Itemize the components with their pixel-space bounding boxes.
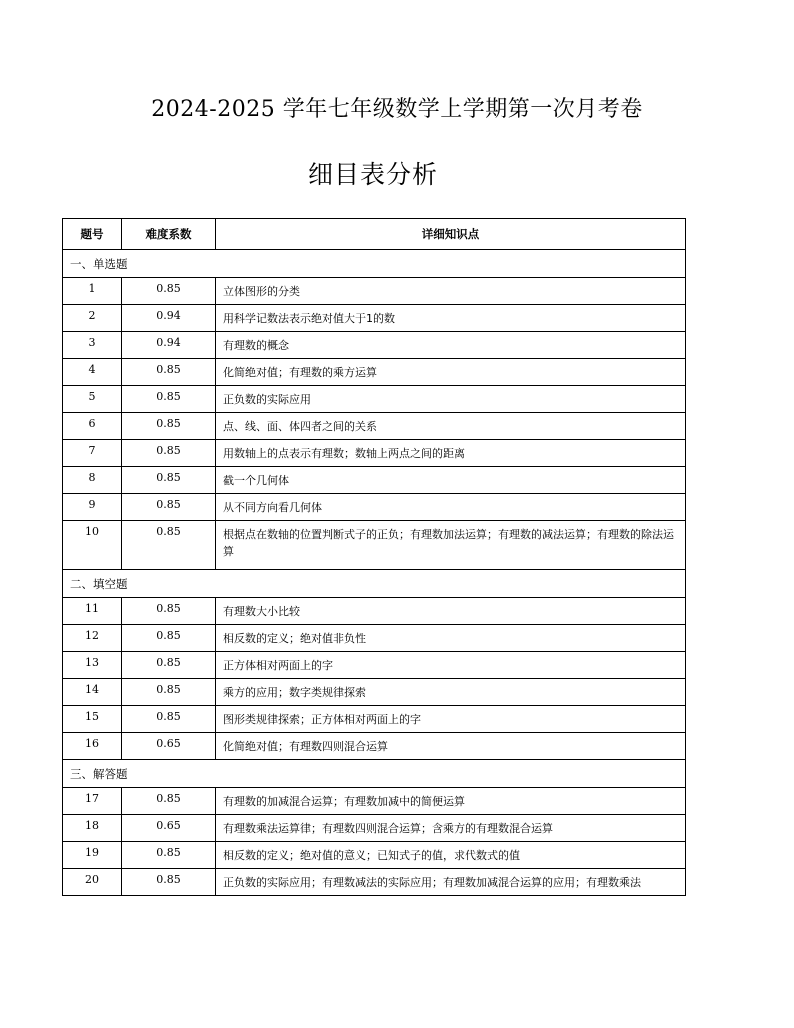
- header-difficulty: 难度系数: [122, 219, 216, 250]
- difficulty-value: 0.85: [122, 652, 216, 679]
- question-number: 17: [63, 788, 122, 815]
- question-number: 20: [63, 869, 122, 896]
- table-row: [63, 440, 686, 467]
- knowledge-points: 乘方的应用；数字类规律探索: [216, 679, 686, 706]
- header-question-no: 题号: [63, 219, 122, 250]
- question-number: 10: [63, 521, 122, 570]
- question-number: 2: [63, 305, 122, 332]
- table-row: [63, 278, 686, 305]
- table-row: [63, 733, 686, 760]
- difficulty-value: 0.85: [122, 359, 216, 386]
- table-row: [63, 305, 686, 332]
- section-row: [63, 570, 686, 598]
- knowledge-points: 化简绝对值；有理数四则混合运算: [216, 733, 686, 760]
- section-title: 二、填空题: [63, 570, 686, 598]
- question-number: 12: [63, 625, 122, 652]
- question-number: 9: [63, 494, 122, 521]
- question-number: 16: [63, 733, 122, 760]
- table-body: [63, 250, 686, 896]
- table-row: [63, 332, 686, 359]
- knowledge-points: 有理数大小比较: [216, 598, 686, 625]
- table-row: [63, 869, 686, 896]
- knowledge-points: 有理数的概念: [216, 332, 686, 359]
- knowledge-points: 用科学记数法表示绝对值大于1的数: [216, 305, 686, 332]
- table-row: [63, 521, 686, 570]
- knowledge-points: 立体图形的分类: [216, 278, 686, 305]
- difficulty-value: 0.85: [122, 679, 216, 706]
- table-row: [63, 706, 686, 733]
- table-header-row: [63, 219, 686, 250]
- table-row: [63, 842, 686, 869]
- question-number: 7: [63, 440, 122, 467]
- question-number: 13: [63, 652, 122, 679]
- knowledge-points: 正方体相对两面上的字: [216, 652, 686, 679]
- question-number: 19: [63, 842, 122, 869]
- analysis-table: [62, 218, 686, 896]
- knowledge-points: 用数轴上的点表示有理数；数轴上两点之间的距离: [216, 440, 686, 467]
- difficulty-value: 0.85: [122, 706, 216, 733]
- question-number: 8: [63, 467, 122, 494]
- knowledge-points: 根据点在数轴的位置判断式子的正负；有理数加法运算；有理数的减法运算；有理数的除法运算: [216, 521, 686, 570]
- difficulty-value: 0.85: [122, 386, 216, 413]
- knowledge-points: 正负数的实际应用；有理数减法的实际应用；有理数加减混合运算的应用；有理数乘法: [216, 869, 686, 896]
- difficulty-value: 0.85: [122, 440, 216, 467]
- knowledge-points: 正负数的实际应用: [216, 386, 686, 413]
- difficulty-value: 0.65: [122, 733, 216, 760]
- section-title: 一、单选题: [63, 250, 686, 278]
- difficulty-value: 0.85: [122, 788, 216, 815]
- difficulty-value: 0.94: [122, 332, 216, 359]
- knowledge-points: 相反数的定义；绝对值的意义；已知式子的值，求代数式的值: [216, 842, 686, 869]
- section-row: [63, 250, 686, 278]
- knowledge-points: 有理数的加减混合运算；有理数加减中的简便运算: [216, 788, 686, 815]
- section-title: 三、解答题: [63, 760, 686, 788]
- knowledge-points: 图形类规律探索；正方体相对两面上的字: [216, 706, 686, 733]
- question-number: 15: [63, 706, 122, 733]
- table-row: [63, 386, 686, 413]
- header-knowledge-points: 详细知识点: [216, 219, 686, 250]
- knowledge-points: 截一个几何体: [216, 467, 686, 494]
- difficulty-value: 0.85: [122, 278, 216, 305]
- question-number: 18: [63, 815, 122, 842]
- question-number: 1: [63, 278, 122, 305]
- table-row: [63, 467, 686, 494]
- analysis-table-container: [62, 218, 685, 896]
- difficulty-value: 0.85: [122, 467, 216, 494]
- question-number: 6: [63, 413, 122, 440]
- question-number: 4: [63, 359, 122, 386]
- table-row: [63, 788, 686, 815]
- difficulty-value: 0.85: [122, 842, 216, 869]
- table-row: [63, 413, 686, 440]
- knowledge-points: 相反数的定义；绝对值非负性: [216, 625, 686, 652]
- difficulty-value: 0.94: [122, 305, 216, 332]
- table-row: [63, 652, 686, 679]
- table-row: [63, 625, 686, 652]
- section-row: [63, 760, 686, 788]
- document-title: 2024-2025 学年七年级数学上学期第一次月考卷: [151, 97, 643, 122]
- difficulty-value: 0.85: [122, 494, 216, 521]
- question-number: 11: [63, 598, 122, 625]
- table-row: [63, 359, 686, 386]
- document-subtitle: 细目表分析: [307, 160, 438, 189]
- question-number: 14: [63, 679, 122, 706]
- difficulty-value: 0.85: [122, 625, 216, 652]
- knowledge-points: 从不同方向看几何体: [216, 494, 686, 521]
- difficulty-value: 0.85: [122, 598, 216, 625]
- knowledge-points: 点、线、面、体四者之间的关系: [216, 413, 686, 440]
- difficulty-value: 0.85: [122, 413, 216, 440]
- table-row: [63, 815, 686, 842]
- question-number: 5: [63, 386, 122, 413]
- knowledge-points: 化简绝对值；有理数的乘方运算: [216, 359, 686, 386]
- table-row: [63, 494, 686, 521]
- knowledge-points: 有理数乘法运算律；有理数四则混合运算；含乘方的有理数混合运算: [216, 815, 686, 842]
- difficulty-value: 0.65: [122, 815, 216, 842]
- question-number: 3: [63, 332, 122, 359]
- table-row: [63, 679, 686, 706]
- difficulty-value: 0.85: [122, 521, 216, 570]
- table-row: [63, 598, 686, 625]
- difficulty-value: 0.85: [122, 869, 216, 896]
